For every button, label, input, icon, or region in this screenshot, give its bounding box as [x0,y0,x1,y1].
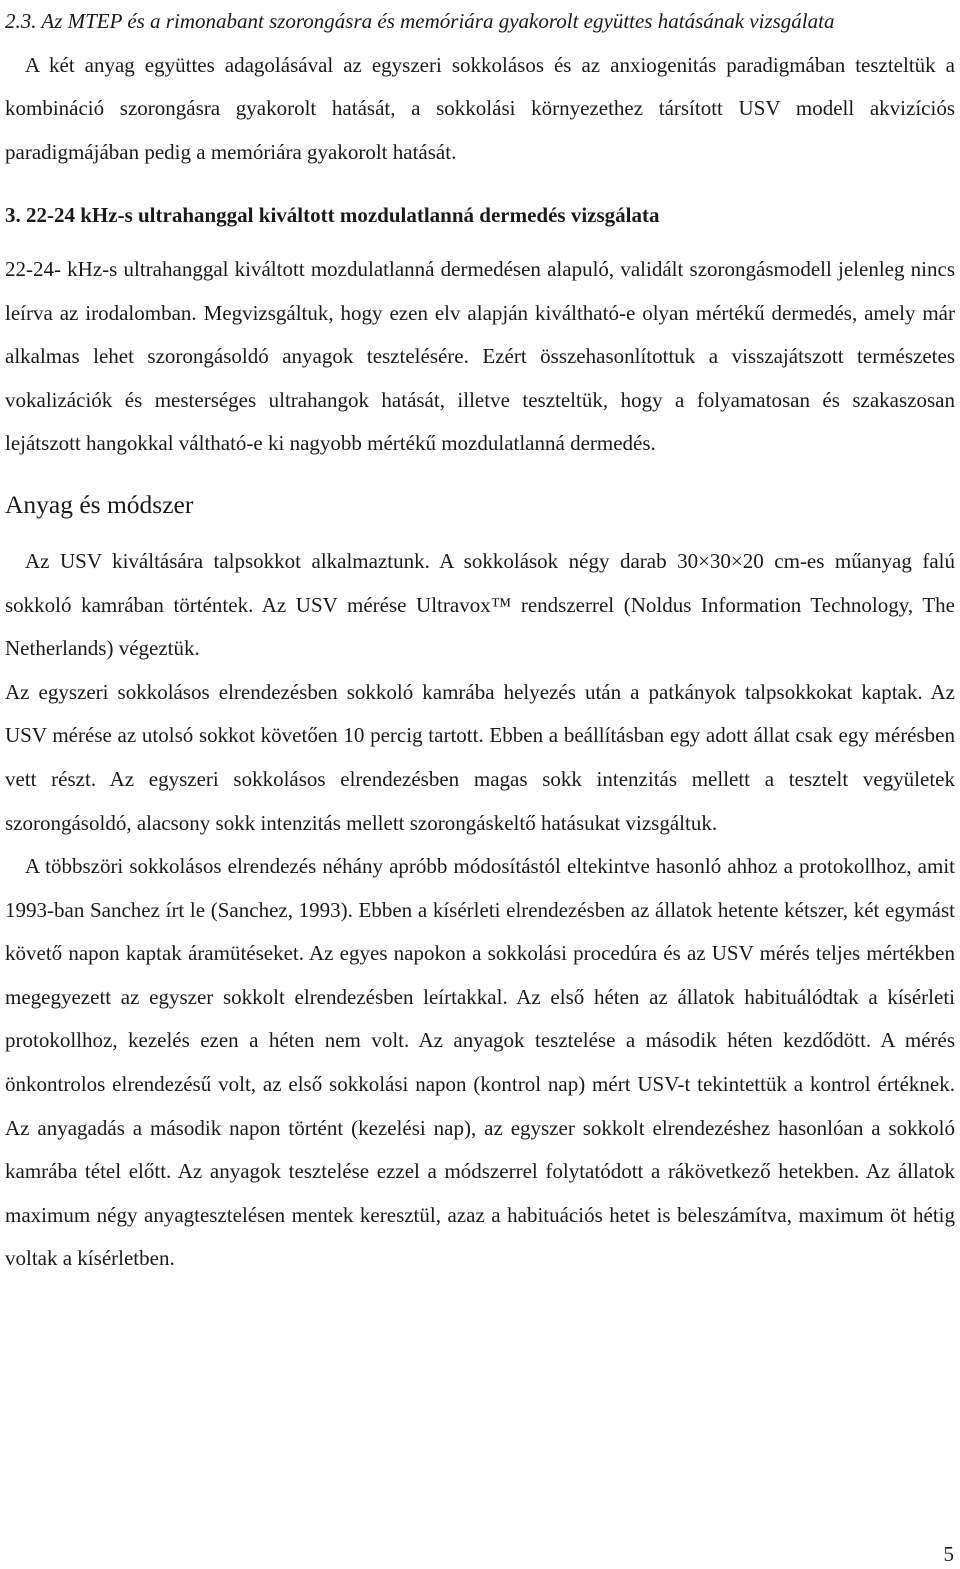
methods-paragraph-2: Az egyszeri sokkolásos elrendezésben sokkoló kamrába helyezés után a patkányok talpsokkokat kaptak. Az USV mérése az utolsó sokkot követően 10 percig tartott. Ebben a beállításban egy adott állat csak egy mérésben vett részt. Az egyszeri sokkolásos elrendezésben magas sokk intenzitás mellett a tesztelt vegyületek szorongásoldó, alacsony sokk intenzitás mellett szorongáskeltő hatásukat vizsgáltuk. [5,679,955,835]
spacer [5,174,955,194]
spacer [5,466,955,480]
spacer [5,530,955,540]
methods-paragraph-3: A többszöri sokkolásos elrendezés néhány apróbb módosítástól eltekintve hasonló ahhoz a protokollhoz, amit 1993-ban Sanchez írt le (Sanchez, 1993). Ebben a kísérleti elrendezésben az állatok hetente kétszer, két egymást követő napon kaptak áramütéseket. Az egyes napokon a sokkolási procedúra és az USV mérés teljes mértékben megegyezett az egyszer sokkolt elrendezésben leírtakkal. Az első héten az állatok habituálódtak a kísérleti protokollhoz, kezelés ezen a héten nem volt. Az anyagok tesztelése a második héten kezdődött. A mérés önkontrolos elrendezésű volt, az első sokkolási napon (kontrol nap) mért USV-t tekintettük a kontrol értéknek. Az anyagadás a második napon történt (kezelési nap), az egyszer sokkolt elrendezéshez hasonlóan a sokkoló kamrába tétel előtt. Az anyagok tesztelése ezzel a módszerrel folytatódott a rákövetkező hetekben. Az állatok maximum négy anyagtesztelésen mentek keresztül, azaz a habituációs hetet is beleszámítva, maximum öt hétig voltak a kísérletben. [5,854,955,1271]
page-number: 5 [943,1542,954,1566]
chapter-body-paragraph: 22-24- kHz-s ultrahanggal kiváltott mozdulatlanná dermedésen alapuló, validált szorongásmodell jelenleg nincs leírva az irodalomban. Megvizsgáltuk, hogy ezen elv alapján kiváltható-e olyan mértékű dermedés, amely már alkalmas lehet szorongásoldó anyagok tesztelésére. Ezért összehasonlítottuk a visszajátszott természetes vokalizációk és mesterséges ultrahangok hatását, illetve teszteltük, hogy a folyamatosan és szakaszosan lejátszott hangokkal váltható-e ki nagyobb mértékű mozdulatlanná dermedés. [5,256,955,456]
document-page [5,0,955,1281]
section-intro-paragraph: A két anyag együttes adagolásával az egyszeri sokkolásos és az anxiogenitás paradigmában teszteltük a kombináció szorongásra gyakorolt hatását, a sokkolási környezethez társított USV modell akvizíciós paradigmájában pedig a memóriára gyakorolt hatását. [5,52,955,164]
methods-title: Anyag és módszer [5,489,194,519]
chapter-heading: 3. 22-24 kHz-s ultrahanggal kiváltott mozdulatlanná dermedés vizsgálata [5,203,660,228]
spacer [5,238,955,248]
section-title: 2.3. Az MTEP és a rimonabant szorongásra és memóriára gyakorolt együttes hatásának vizsgálata [5,9,835,33]
methods-paragraph-1: Az USV kiváltására talpsokkot alkalmaztunk. A sokkolások négy darab 30×30×20 cm-es műanyag falú sokkoló kamrában történtek. Az USV mérése Ultravox™ rendszerrel (Noldus Information Technology, The Netherlands) végeztük. [5,548,955,661]
